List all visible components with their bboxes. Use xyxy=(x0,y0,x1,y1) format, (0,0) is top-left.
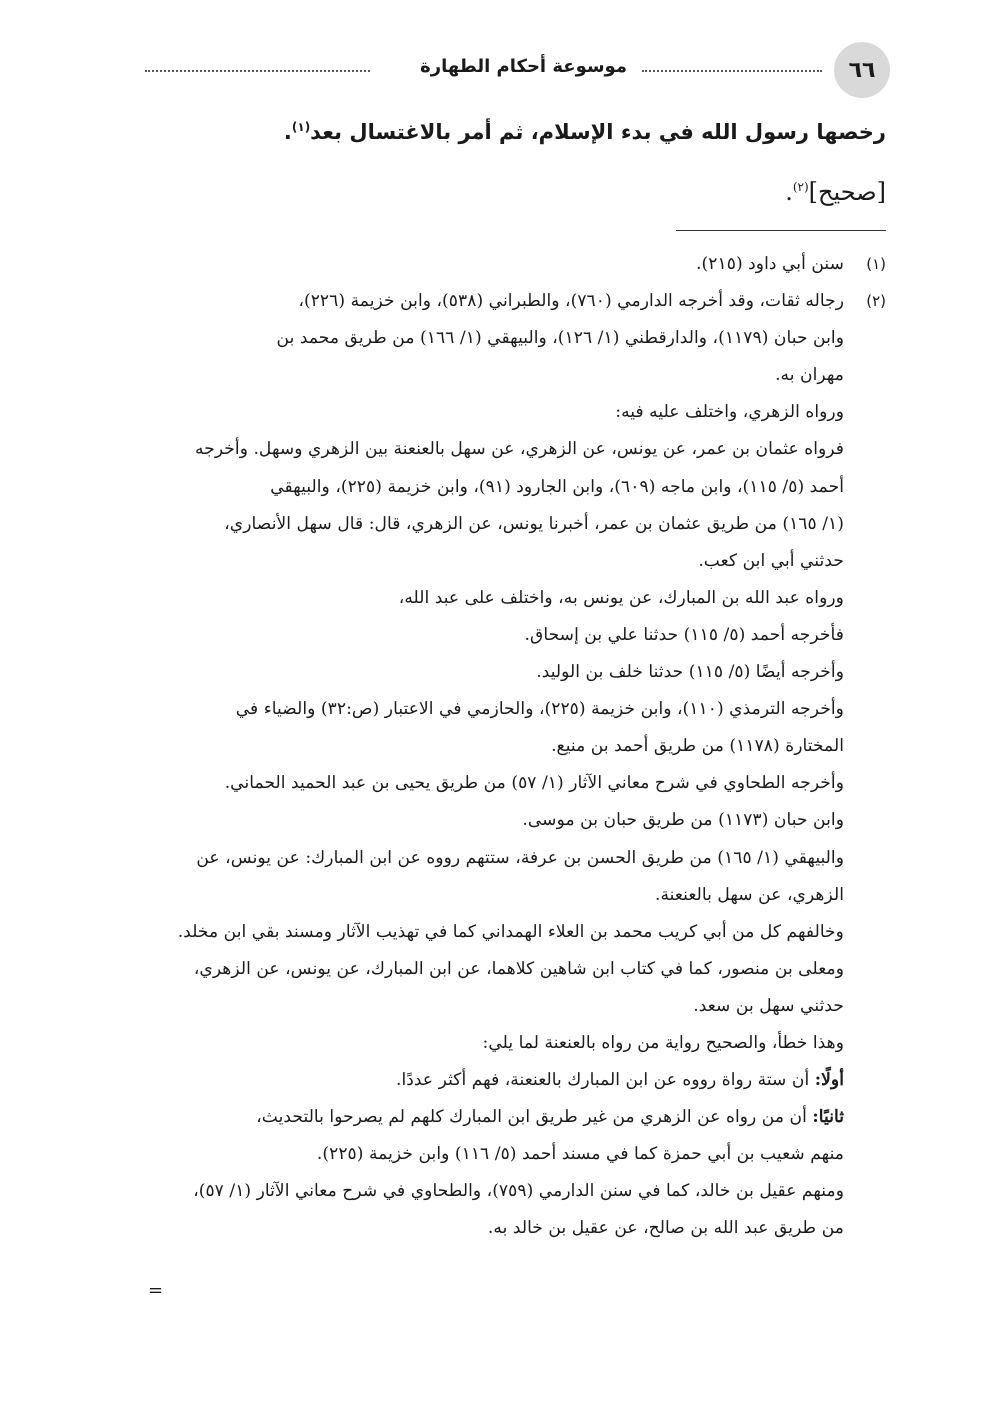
footnote-line: وهذا خطأ، والصحيح رواية من رواه بالعنعنة لما يلي: xyxy=(482,1032,844,1053)
point-text-second: أن من رواه عن الزهري من غير طريق ابن المبارك كلهم لم يصرحوا بالتحديث، xyxy=(256,1107,813,1128)
footnote-line: وأخرجه الطحاوي في شرح معاني الآثار (١/ ٥٧) من طريق يحيى بن عبد الحميد الحماني. xyxy=(224,773,844,794)
footnote-line: ورواه الزهري، واختلف عليه فيه: xyxy=(615,402,844,423)
point-label-second: ثانيًا: xyxy=(812,1107,844,1128)
page-number: ٦٦ xyxy=(834,42,890,98)
footnote-line: منهم شعيب بن أبي حمزة كما في مسند أحمد (٥/ ١١٦) وابن خزيمة (٢٢٥). xyxy=(316,1144,844,1165)
footnote-separator xyxy=(676,230,886,231)
footnote-line: فأخرجه أحمد (٥/ ١١٥) حدثنا علي بن إسحاق. xyxy=(524,624,844,645)
footnote-line: والبيهقي (١/ ١٦٥) من طريق الحسن بن عرفة، ستتهم رووه عن ابن المبارك: عن يونس، عن xyxy=(196,847,844,868)
footnote-line: وابن حبان (١١٧٩)، والدارقطني (١/ ١٢٦)، والبيهقي (١/ ١٦٦) من طريق محمد بن xyxy=(276,328,844,349)
footnote-line: حدثني سهل بن سعد. xyxy=(693,995,844,1016)
point-text-first: أن ستة رواة رووه عن ابن المبارك بالعنعنة، فهم أكثر عددًا. xyxy=(396,1070,815,1091)
footnote-line: أحمد (٥/ ١١٥)، وابن ماجه (٦٠٩)، وابن الجارود (٩١)، وابن خزيمة (٢٢٥)، والبيهقي xyxy=(270,476,844,497)
footnote-line: حدثني أبي ابن كعب. xyxy=(698,550,844,571)
footnote-line: المختارة (١١٧٨) من طريق أحمد بن منيع. xyxy=(551,736,844,757)
running-title: موسوعة أحكام الطهارة xyxy=(412,56,635,77)
footnote-line: ورواه عبد الله بن المبارك، عن يونس به، واختلف على عبد الله، xyxy=(398,587,844,608)
footnote-line: ومنهم عقيل بن خالد، كما في سنن الدارمي (٧٥٩)، والطحاوي في شرح معاني الآثار (١/ ٥٧)، xyxy=(193,1181,844,1202)
footnote-line: وأخرجه أيضًا (٥/ ١١٥) حدثنا خلف بن الوليد. xyxy=(536,662,844,683)
main-text-end: . xyxy=(283,120,292,144)
main-text-line xyxy=(146,112,886,152)
grade-label: [صحيح] xyxy=(808,178,886,206)
continuation-mark: = xyxy=(148,1280,164,1301)
footnote-ref-1[interactable]: (١) xyxy=(291,120,311,134)
footnote-line xyxy=(144,1099,886,1136)
footnote-line: فرواه عثمان بن عمر، عن يونس، عن الزهري، عن سهل بالعنعنة بين الزهري وسهل. وأخرجه xyxy=(194,439,844,460)
footnote-line: (١/ ١٦٥) من طريق عثمان بن عمر، أخبرنا يونس، عن الزهري، قال: قال سهل الأنصاري، xyxy=(224,513,844,534)
grade-line xyxy=(785,172,886,212)
point-label-first: أولًا: xyxy=(814,1070,844,1091)
footnote-line: ومعلى بن منصور، كما في كتاب ابن شاهين كلاهما، عن ابن المبارك، عن يونس، عن الزهري، xyxy=(193,958,844,979)
footnote-line: وخالفهم كل من أبي كريب محمد بن العلاء الهمداني كما في تهذيب الآثار ومسند بقي ابن مخلد. xyxy=(177,921,844,942)
footnote-line: مهران به. xyxy=(775,365,844,386)
footnote-line: وابن حبان (١١٧٣) من طريق حبان بن موسى. xyxy=(522,810,844,831)
footnote-line xyxy=(144,1062,886,1099)
main-text xyxy=(146,112,886,152)
header-dots-right xyxy=(642,70,822,72)
main-text-body: رخصها رسول الله في بدء الإسلام، ثم أمر بالاغتسال بعد xyxy=(310,120,886,144)
footnote-line: الزهري، عن سهل بالعنعنة. xyxy=(654,884,844,905)
grade-end: . xyxy=(785,178,793,206)
footnote-line: من طريق عبد الله بن صالح، عن عقيل بن خالد به. xyxy=(487,1218,844,1239)
footnote-2 xyxy=(144,283,886,1247)
footnote-line: سنن أبي داود (٢١٥). xyxy=(696,254,844,274)
footnote-line: وأخرجه الترمذي (١١٠)، وابن خزيمة (٢٢٥)، والحازمي في الاعتبار (ص:٣٢) والضياء في xyxy=(235,699,844,720)
footnote-number: (٢) xyxy=(866,292,886,311)
footnote-number: (١) xyxy=(866,255,886,273)
footnote-ref-2[interactable]: (٢) xyxy=(792,180,809,194)
footnote-1 xyxy=(144,246,886,283)
footnote-line: رجاله ثقات، وقد أخرجه الدارمي (٧٦٠)، والطبراني (٥٣٨)، وابن خزيمة (٢٢٦)، xyxy=(298,291,844,312)
header-dots-left xyxy=(145,70,370,72)
page-header xyxy=(145,42,890,98)
footnotes xyxy=(144,246,886,1248)
